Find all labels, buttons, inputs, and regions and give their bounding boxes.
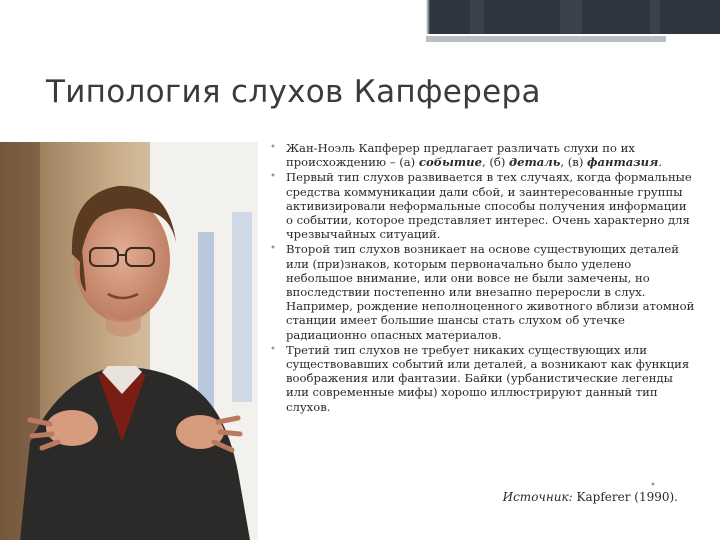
bullet-item: [268, 242, 696, 341]
term-event: событие: [418, 155, 482, 170]
bullet-icon: •: [270, 171, 276, 183]
bullet-text: , (б): [481, 155, 510, 170]
source-label: Источник:: [502, 490, 573, 504]
speaker-photo: [0, 142, 258, 540]
bullet-list: [268, 141, 696, 414]
slide-title: Типология слухов Капферера: [46, 74, 541, 110]
bullet-item: [268, 343, 696, 414]
slide-body: [268, 141, 696, 511]
bullet-icon: •: [270, 243, 276, 255]
bullet-text: .: [658, 155, 662, 170]
bullet-icon: •: [270, 142, 276, 153]
bullet-item: [268, 170, 696, 241]
bullet-text: , (в): [560, 155, 588, 170]
bullet-text: Второй тип слухов возникает на основе существующих деталей или (при)знаков, которым первоначально было уделено небольшое внимание, или они вовсе не были замечены, но впоследствии постепенно или внезапно переросли в слух. Например, рождение неполноценного животного вблизи атомной станции имеет большие шансы стать слухом об утечке радиационно опасных материалов.: [286, 242, 695, 342]
header-light-bar: [426, 36, 666, 42]
source-citation: [503, 490, 678, 504]
bullet-text: Жан-Ноэль Капферер предлагает различать слухи по их происхождению – (а): [286, 141, 635, 170]
source-text: Kapferer (1990).: [572, 490, 678, 504]
term-detail: деталь: [509, 155, 561, 170]
bullet-text: Третий тип слухов не требует никаких существующих или существовавших событий или деталей, а возникают как функция воображения или фантазии. Байки (урбанистические легенды или современные мифы) хорошо иллюстрируют данный тип слухов.: [286, 342, 690, 414]
bullet-icon: •: [270, 343, 276, 355]
empty-bullet-icon: •: [650, 480, 656, 491]
bullet-item: [268, 141, 696, 169]
term-fantasy: фантазия: [587, 155, 659, 170]
header-dark-bar: [0, 0, 720, 34]
bullet-text: Первый тип слухов развивается в тех случаях, когда формальные средства коммуникации дали сбой, и заинтересованные группы активизировали неформальные способы получения информации о событии, которое представляет интерес. Очень характерно для чрезвычайных ситуаций.: [286, 170, 692, 242]
